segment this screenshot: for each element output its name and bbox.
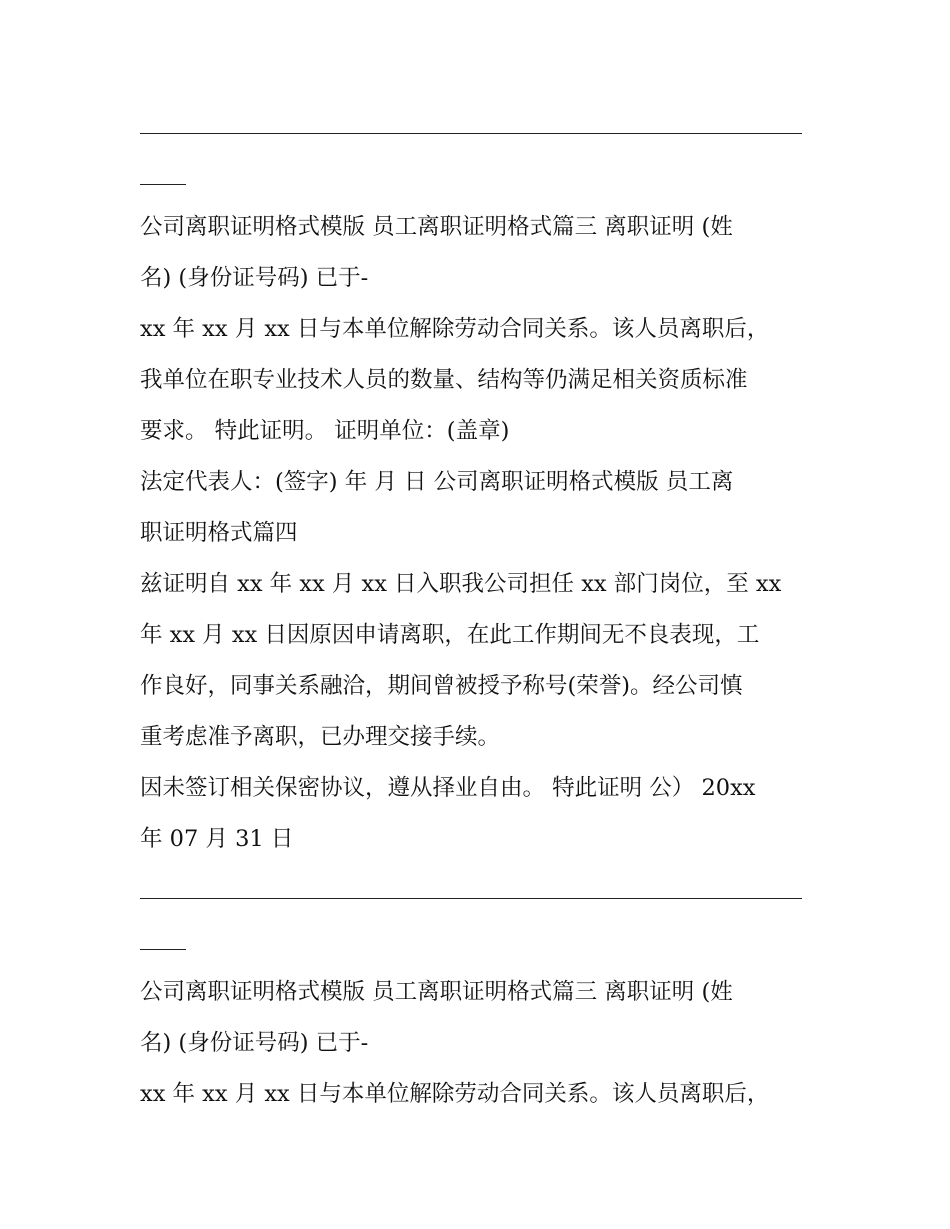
text-line: 要求。 特此证明。 证明单位：(盖章) xyxy=(140,418,510,444)
text-line: 公司离职证明格式模版 员工离职证明格式篇三 离职证明 (姓 xyxy=(140,214,733,240)
text-line: 兹证明自 xx 年 xx 月 xx 日入职我公司担任 xx 部门岗位，至 xx xyxy=(140,571,782,597)
document-page xyxy=(140,100,812,1120)
separator-line-tail xyxy=(140,151,812,202)
text-line: 年 xx 月 xx 日因原因申请离职，在此工作期间无不良表现，工 xyxy=(140,622,760,648)
text-line: 名) (身份证号码) 已于- xyxy=(140,265,369,291)
separator-line xyxy=(140,100,812,151)
text-line: 因未签订相关保密协议，遵从择业自由。 特此证明 公） 20xx xyxy=(140,775,756,801)
separator-line-tail xyxy=(140,916,812,967)
text-line: 公司离职证明格式模版 员工离职证明格式篇三 离职证明 (姓 xyxy=(140,979,733,1005)
text-line: 作良好，同事关系融洽，期间曾被授予称号(荣誉)。经公司慎 xyxy=(140,673,743,699)
text-line: xx 年 xx 月 xx 日与本单位解除劳动合同关系。该人员离职后， xyxy=(140,316,770,342)
text-line: 年 07 月 31 日 xyxy=(140,826,294,852)
separator-line xyxy=(140,865,812,916)
text-line: 我单位在职专业技术人员的数量、结构等仍满足相关资质标准 xyxy=(140,367,748,393)
text-line: 职证明格式篇四 xyxy=(140,520,298,546)
text-line: 名) (身份证号码) 已于- xyxy=(140,1030,369,1056)
text-line: 重考虑准予离职，已办理交接手续。 xyxy=(140,724,501,750)
text-line: xx 年 xx 月 xx 日与本单位解除劳动合同关系。该人员离职后， xyxy=(140,1081,770,1107)
text-line: 法定代表人：(签字) 年 月 日 公司离职证明格式模版 员工离 xyxy=(140,469,734,495)
